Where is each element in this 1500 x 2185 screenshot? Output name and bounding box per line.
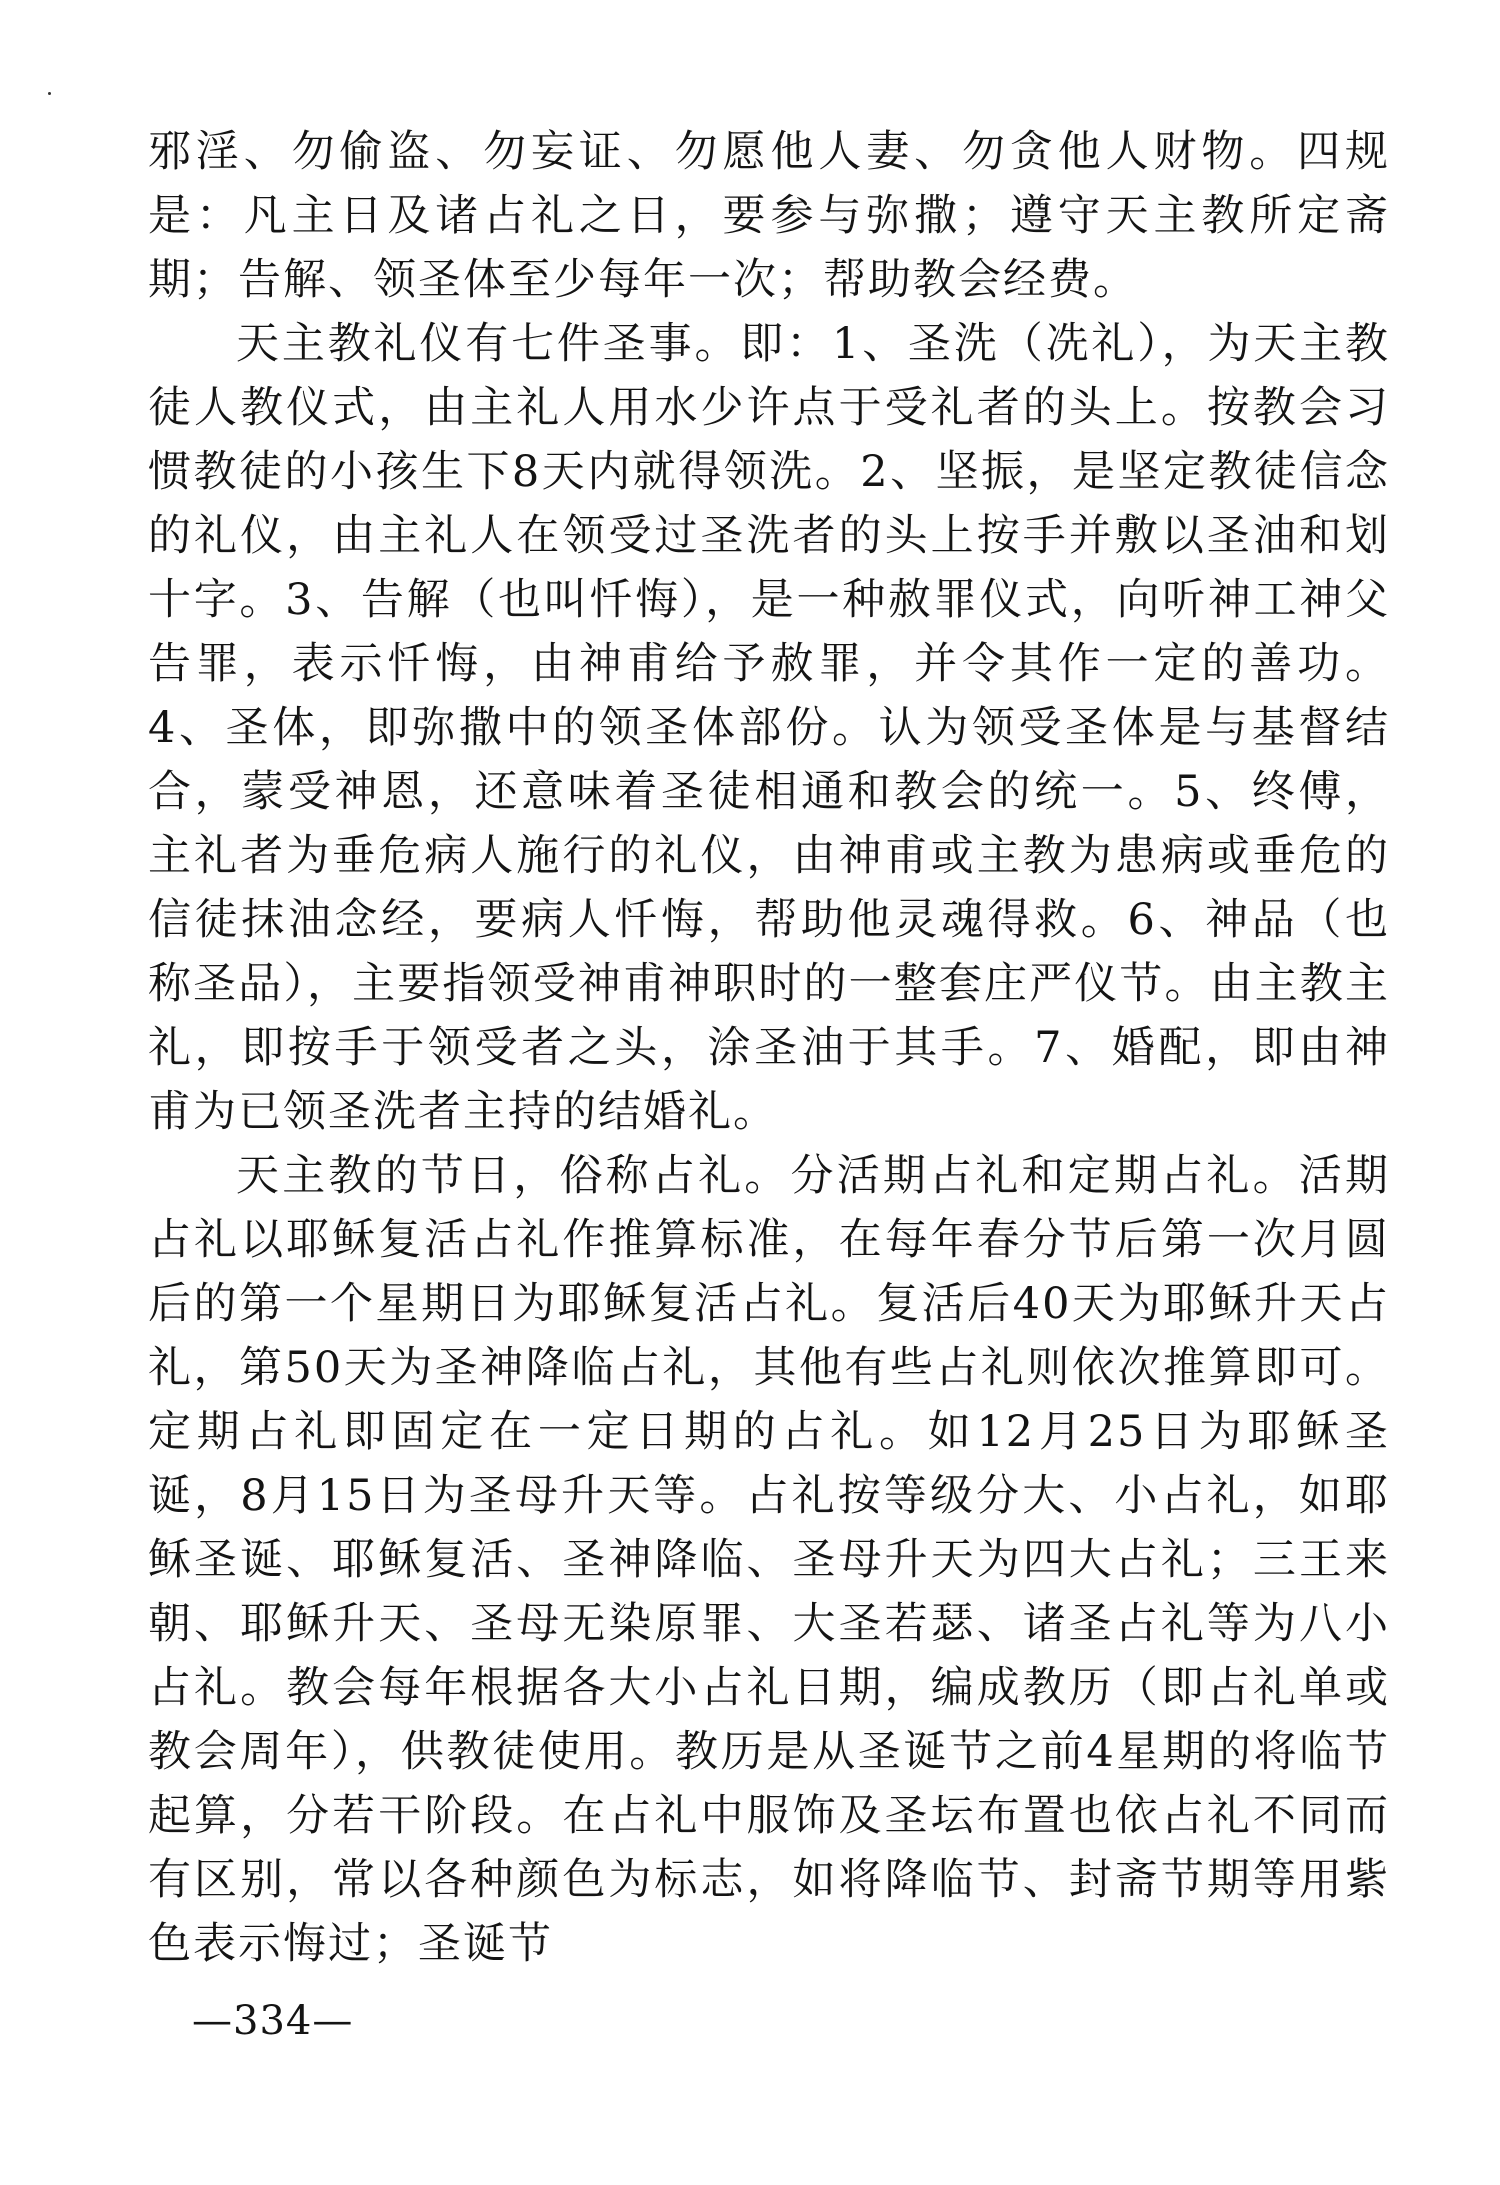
paragraph-continuation: 邪淫、勿偷盗、勿妄证、勿愿他人妻、勿贪他人财物。四规是：凡主日及诸占礼之日，要参与弥撒；遵守天主教所定斋期；告解、领圣体至少每年一次；帮助教会经费。 [148,127,1390,305]
page-number: —334— [192,1998,354,2044]
body-text [148,120,1390,1976]
paragraph-feast-days: 天主教的节日，俗称占礼。分活期占礼和定期占礼。活期占礼以耶稣复活占礼作推算标准，在每年春分节后第一次月圆后的第一个星期日为耶稣复活占礼。复活后40天为耶稣升天占礼，第50天为圣神降临占礼，其他有些占礼则依次推算即可。定期占礼即固定在一定日期的占礼。如12月25日为耶稣圣诞，8月15日为圣母升天等。占礼按等级分大、小占礼，如耶稣圣诞、耶稣复活、圣神降临、圣母升天为四大占礼；三王来朝、耶稣升天、圣母无染原罪、大圣若瑟、诸圣占礼等为八小占礼。教会每年根据各大小占礼日期，编成教历（即占礼单或教会周年），供教徒使用。教历是从圣诞节之前4星期的将临节起算，分若干阶段。在占礼中服饰及圣坛布置也依占礼不同而有区别，常以各种颜色为标志，如将降临节、封斋节期等用紫色表示悔过；圣诞节 [148,1151,1390,1969]
scan-speck [48,92,51,95]
paragraph-sacraments: 天主教礼仪有七件圣事。即：1、圣洗（冼礼），为天主教徒人教仪式，由主礼人用水少许点于受礼者的头上。按教会习惯教徒的小孩生下8天内就得领洗。2、坚振，是坚定教徒信念的礼仪，由主礼人在领受过圣洗者的头上按手并敷以圣油和划十字。3、告解（也叫忏悔），是一种赦罪仪式，向听神工神父告罪，表示忏悔，由神甫给予赦罪，并令其作一定的善功。4、圣体，即弥撒中的领圣体部份。认为领受圣体是与基督结合，蒙受神恩，还意味着圣徒相通和教会的统一。5、终傅，主礼者为垂危病人施行的礼仪，由神甫或主教为患病或垂危的信徒抹油念经，要病人忏悔，帮助他灵魂得救。6、神品（也称圣品），主要指领受神甫神职时的一整套庄严仪节。由主教主礼，即按手于领受者之头，涂圣油于其手。7、婚配，即由神甫为已领圣洗者主持的结婚礼。 [148,319,1390,1137]
